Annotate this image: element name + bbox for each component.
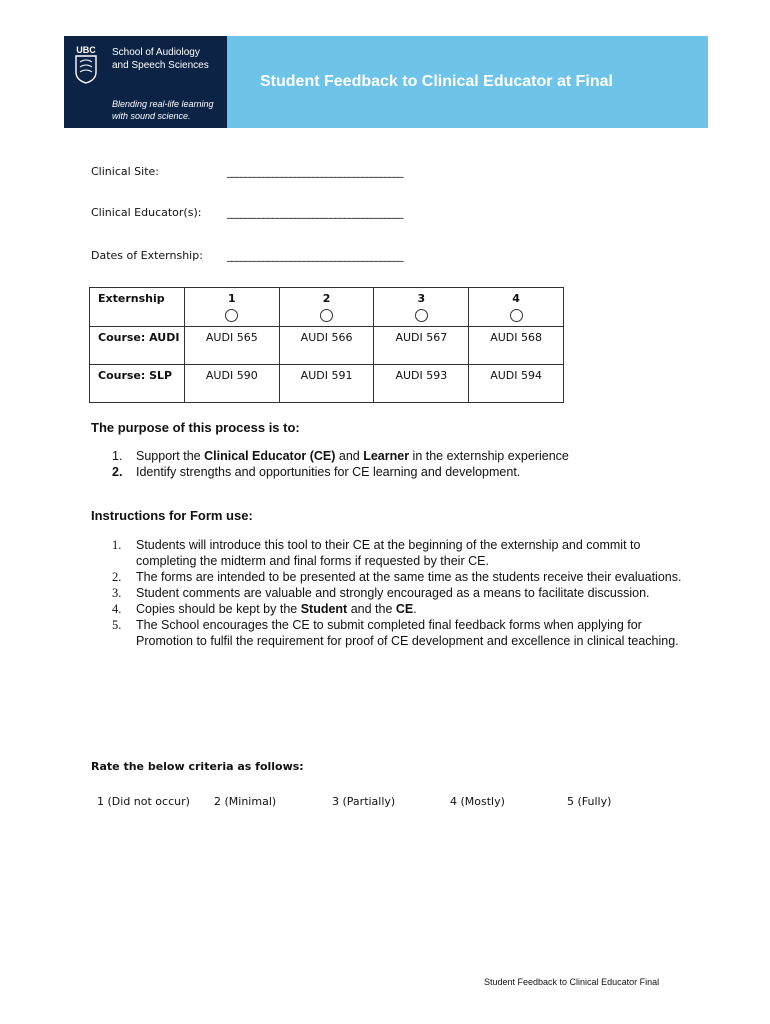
externship-table — [89, 287, 564, 403]
rating-scale-1: 1 (Did not occur) — [97, 795, 190, 808]
externship-number-3: 3 — [417, 292, 426, 305]
instruction-text: The School encourages the CE to submit completed final feedback forms when applying for Promotion to fulfil the requirement for proof of CE development and excellence in clinical teaching. — [136, 618, 679, 648]
table-cell: AUDI 590 — [184, 365, 279, 403]
externship-header-label: Externship — [90, 288, 185, 327]
radio-button-2[interactable] — [320, 309, 333, 322]
purpose-list — [112, 448, 652, 480]
instruction-text: The forms are intended to be presented at the same time as the students receive their evaluations. — [136, 570, 682, 584]
list-number: 1. — [112, 538, 122, 552]
list-number: 5. — [112, 618, 122, 632]
list-number: 2. — [112, 570, 122, 584]
ubc-crest-icon — [74, 44, 98, 84]
school-name — [112, 46, 209, 72]
externship-header-row — [90, 288, 564, 327]
table-cell: AUDI 594 — [469, 365, 564, 403]
list-number: 4. — [112, 602, 122, 616]
instruction-text: Copies should be kept by the — [136, 602, 301, 616]
list-number: 2. — [112, 465, 123, 479]
rating-scale-4: 4 (Mostly) — [450, 795, 505, 808]
externship-option-2[interactable] — [279, 288, 374, 327]
instructions-heading: Instructions for Form use: — [91, 508, 253, 523]
purpose-item-text: in the externship experience — [409, 449, 569, 463]
radio-button-1[interactable] — [225, 309, 238, 322]
table-cell: AUDI 566 — [279, 327, 374, 365]
instructions-list — [112, 537, 684, 649]
table-cell: AUDI 567 — [374, 327, 469, 365]
list-number: 3. — [112, 586, 122, 600]
course-slp-label: Course: SLP — [90, 365, 185, 403]
instruction-text: Students will introduce this tool to their CE at the beginning of the externship and commit to completing the midterm and final forms if requested by their CE. — [136, 538, 641, 568]
externship-option-1[interactable] — [184, 288, 279, 327]
list-item — [112, 569, 684, 585]
rating-title: Rate the below criteria as follows: — [91, 760, 304, 773]
table-cell: AUDI 593 — [374, 365, 469, 403]
instruction-text: and the — [347, 602, 396, 616]
rating-scale-3: 3 (Partially) — [332, 795, 396, 808]
dates-of-externship-input-line[interactable]: _______________________________________ — [227, 249, 403, 262]
page-footer: Student Feedback to Clinical Educator Final — [484, 977, 660, 987]
table-cell: AUDI 568 — [469, 327, 564, 365]
purpose-item-bold: Learner — [363, 449, 410, 463]
tagline-line-1: Blending real-life learning — [112, 99, 214, 109]
purpose-item-text: Support the — [136, 449, 205, 463]
table-cell: AUDI 565 — [184, 327, 279, 365]
list-item — [112, 537, 684, 569]
tagline-line-2: with sound science. — [112, 111, 191, 121]
instruction-bold: CE — [395, 602, 414, 616]
purpose-item-bold: Clinical Educator (CE) — [204, 449, 336, 463]
externship-number-1: 1 — [227, 292, 236, 305]
externship-number-2: 2 — [322, 292, 331, 305]
purpose-heading: The purpose of this process is to: — [91, 420, 300, 435]
instruction-text: . — [413, 602, 417, 616]
list-item — [112, 464, 652, 480]
list-item — [112, 617, 684, 649]
externship-option-4[interactable] — [469, 288, 564, 327]
clinical-educator-label: Clinical Educator(s): — [91, 206, 202, 219]
rating-scale-2: 2 (Minimal) — [214, 795, 277, 808]
clinical-educator-input-line[interactable]: _______________________________________ — [227, 206, 403, 219]
table-cell: AUDI 591 — [279, 365, 374, 403]
table-row — [90, 327, 564, 365]
list-number: 1. — [112, 449, 123, 463]
instruction-text: Student comments are valuable and strongly encouraged as a means to facilitate discussion. — [136, 586, 650, 600]
school-name-line-1: School of Audiology — [112, 47, 200, 58]
radio-button-4[interactable] — [510, 309, 523, 322]
dates-of-externship-label: Dates of Externship: — [91, 249, 203, 262]
page-title: Student Feedback to Clinical Educator at Final — [260, 73, 613, 90]
externship-number-4: 4 — [512, 292, 520, 305]
ubc-logo-text: UBC — [76, 45, 96, 55]
list-item — [112, 448, 652, 464]
clinical-site-input-line[interactable]: _______________________________________ — [227, 165, 403, 178]
clinical-site-label: Clinical Site: — [91, 165, 159, 178]
tagline — [112, 98, 214, 122]
list-item — [112, 601, 684, 617]
table-row — [90, 365, 564, 403]
header-banner-logo — [64, 36, 227, 128]
header-banner-title — [227, 36, 708, 128]
externship-option-3[interactable] — [374, 288, 469, 327]
purpose-item-text: Identify strengths and opportunities for CE learning and development. — [136, 465, 521, 479]
list-item — [112, 585, 684, 601]
radio-button-3[interactable] — [415, 309, 428, 322]
rating-scale-5: 5 (Fully) — [567, 795, 612, 808]
purpose-item-text: and — [335, 449, 364, 463]
school-name-line-2: and Speech Sciences — [112, 60, 209, 71]
instruction-bold: Student — [300, 602, 348, 616]
course-audi-label: Course: AUDI — [90, 327, 185, 365]
